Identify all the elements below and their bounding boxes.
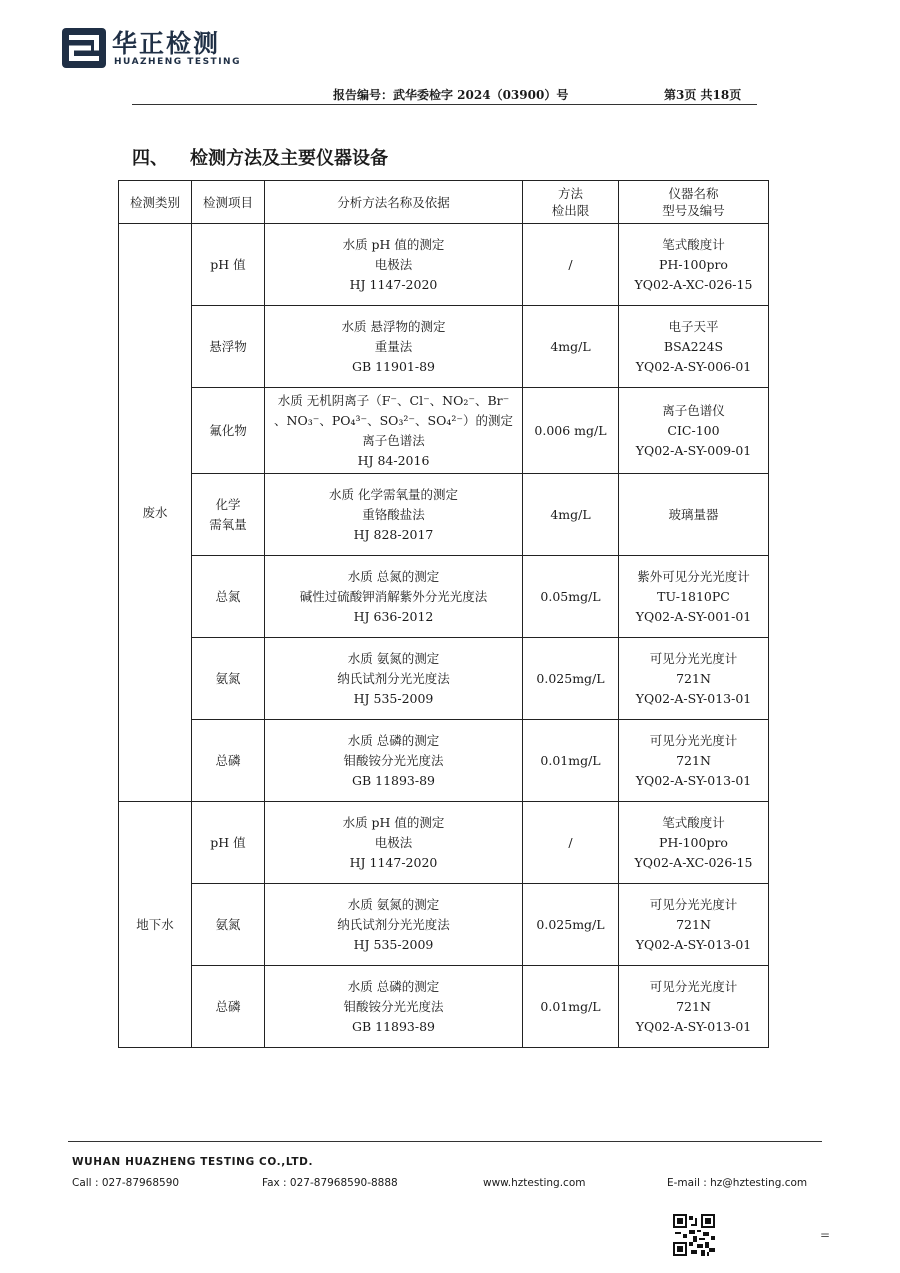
website-link[interactable]: www.hztesting.com xyxy=(483,1177,586,1189)
cell-item: 总磷 xyxy=(192,966,265,1048)
table-header-row xyxy=(119,181,769,224)
header-instrument: 仪器名称 型号及编号 xyxy=(619,181,769,224)
report-number: 报告编号：武华委检字 2024（03900）号 xyxy=(333,88,569,102)
cell-item: 氟化物 xyxy=(192,388,265,474)
cell-instrument: 玻璃量器 xyxy=(619,474,769,556)
cell-item: 氨氮 xyxy=(192,884,265,966)
table-row xyxy=(119,556,769,638)
section-title xyxy=(132,144,388,170)
table-row xyxy=(119,388,769,474)
fax-number: Fax : 027-87968590-8888 xyxy=(262,1177,398,1189)
cell-instrument: 笔式酸度计 PH-100pro YQ02-A-XC-026-15 xyxy=(619,802,769,884)
cell-method: 水质 总磷的测定 钼酸铵分光光度法 GB 11893-89 xyxy=(265,966,523,1048)
header-item: 检测项目 xyxy=(192,181,265,224)
cell-limit: 0.006 mg/L xyxy=(523,388,619,474)
cell-category: 地下水 xyxy=(119,802,192,1048)
cell-item: pH 值 xyxy=(192,224,265,306)
header-divider xyxy=(132,104,757,105)
cell-item: 总磷 xyxy=(192,720,265,802)
page-number: 第3页 共18页 xyxy=(664,88,742,102)
section-title-text: 检测方法及主要仪器设备 xyxy=(190,148,388,169)
table-row xyxy=(119,474,769,556)
cell-limit: 0.01mg/L xyxy=(523,720,619,802)
email-link[interactable]: E-mail : hz@hztesting.com xyxy=(667,1177,808,1189)
cell-limit: 4mg/L xyxy=(523,474,619,556)
cell-limit: 0.025mg/L xyxy=(523,884,619,966)
cell-limit: / xyxy=(523,224,619,306)
header-method: 分析方法名称及依据 xyxy=(265,181,523,224)
cell-limit: 0.025mg/L xyxy=(523,638,619,720)
cell-limit: 0.01mg/L xyxy=(523,966,619,1048)
cell-method: 水质 总氮的测定 碱性过硫酸钾消解紫外分光光度法 HJ 636-2012 xyxy=(265,556,523,638)
methods-table xyxy=(118,180,769,1048)
table-row xyxy=(119,638,769,720)
cell-instrument: 电子天平 BSA224S YQ02-A-SY-006-01 xyxy=(619,306,769,388)
qr-code-icon xyxy=(673,1214,715,1256)
cell-item: 总氮 xyxy=(192,556,265,638)
header-category: 检测类别 xyxy=(119,181,192,224)
cell-item: 氨氮 xyxy=(192,638,265,720)
cell-method: 水质 悬浮物的测定 重量法 GB 11901-89 xyxy=(265,306,523,388)
cell-method: 水质 pH 值的测定 电极法 HJ 1147-2020 xyxy=(265,802,523,884)
cell-method: 水质 化学需氧量的测定 重铬酸盐法 HJ 828-2017 xyxy=(265,474,523,556)
cell-item: 悬浮物 xyxy=(192,306,265,388)
cell-method: 水质 氨氮的测定 纳氏试剂分光光度法 HJ 535-2009 xyxy=(265,638,523,720)
cell-instrument: 可见分光光度计 721N YQ02-A-SY-013-01 xyxy=(619,884,769,966)
section-number: 四、 xyxy=(132,148,168,169)
brand-name-cn: 华正检测 xyxy=(112,29,221,58)
cell-limit: 4mg/L xyxy=(523,306,619,388)
cell-method: 水质 pH 值的测定 电极法 HJ 1147-2020 xyxy=(265,224,523,306)
cell-item: 化学 需氧量 xyxy=(192,474,265,556)
table-row xyxy=(119,966,769,1048)
table-row xyxy=(119,720,769,802)
brand-name-en: HUAZHENG TESTING xyxy=(114,57,241,67)
table-row xyxy=(119,884,769,966)
side-mark: = xyxy=(820,1228,831,1242)
cell-instrument: 离子色谱仪 CIC-100 YQ02-A-SY-009-01 xyxy=(619,388,769,474)
cell-instrument: 可见分光光度计 721N YQ02-A-SY-013-01 xyxy=(619,720,769,802)
company-name: WUHAN HUAZHENG TESTING CO.,LTD. xyxy=(72,1156,314,1168)
cell-limit: / xyxy=(523,802,619,884)
cell-method: 水质 总磷的测定 钼酸铵分光光度法 GB 11893-89 xyxy=(265,720,523,802)
table-row xyxy=(119,802,769,884)
cell-item: pH 值 xyxy=(192,802,265,884)
table-row xyxy=(119,224,769,306)
phone-number: Call : 027-87968590 xyxy=(72,1177,180,1189)
huazheng-logo-icon xyxy=(62,26,106,70)
header-limit: 方法 检出限 xyxy=(523,181,619,224)
cell-instrument: 可见分光光度计 721N YQ02-A-SY-013-01 xyxy=(619,966,769,1048)
cell-instrument: 紫外可见分光光度计 TU-1810PC YQ02-A-SY-001-01 xyxy=(619,556,769,638)
cell-instrument: 可见分光光度计 721N YQ02-A-SY-013-01 xyxy=(619,638,769,720)
table-row xyxy=(119,306,769,388)
cell-method: 水质 氨氮的测定 纳氏试剂分光光度法 HJ 535-2009 xyxy=(265,884,523,966)
cell-instrument: 笔式酸度计 PH-100pro YQ02-A-XC-026-15 xyxy=(619,224,769,306)
footer-divider xyxy=(68,1141,822,1142)
cell-method: 水质 无机阴离子（F⁻、Cl⁻、NO₂⁻、Br⁻ 、NO₃⁻、PO₄³⁻、SO₃²⁻、SO₄²⁻）的测定 离子色谱法 HJ 84-2016 xyxy=(265,388,523,474)
cell-limit: 0.05mg/L xyxy=(523,556,619,638)
cell-category: 废水 xyxy=(119,224,192,802)
